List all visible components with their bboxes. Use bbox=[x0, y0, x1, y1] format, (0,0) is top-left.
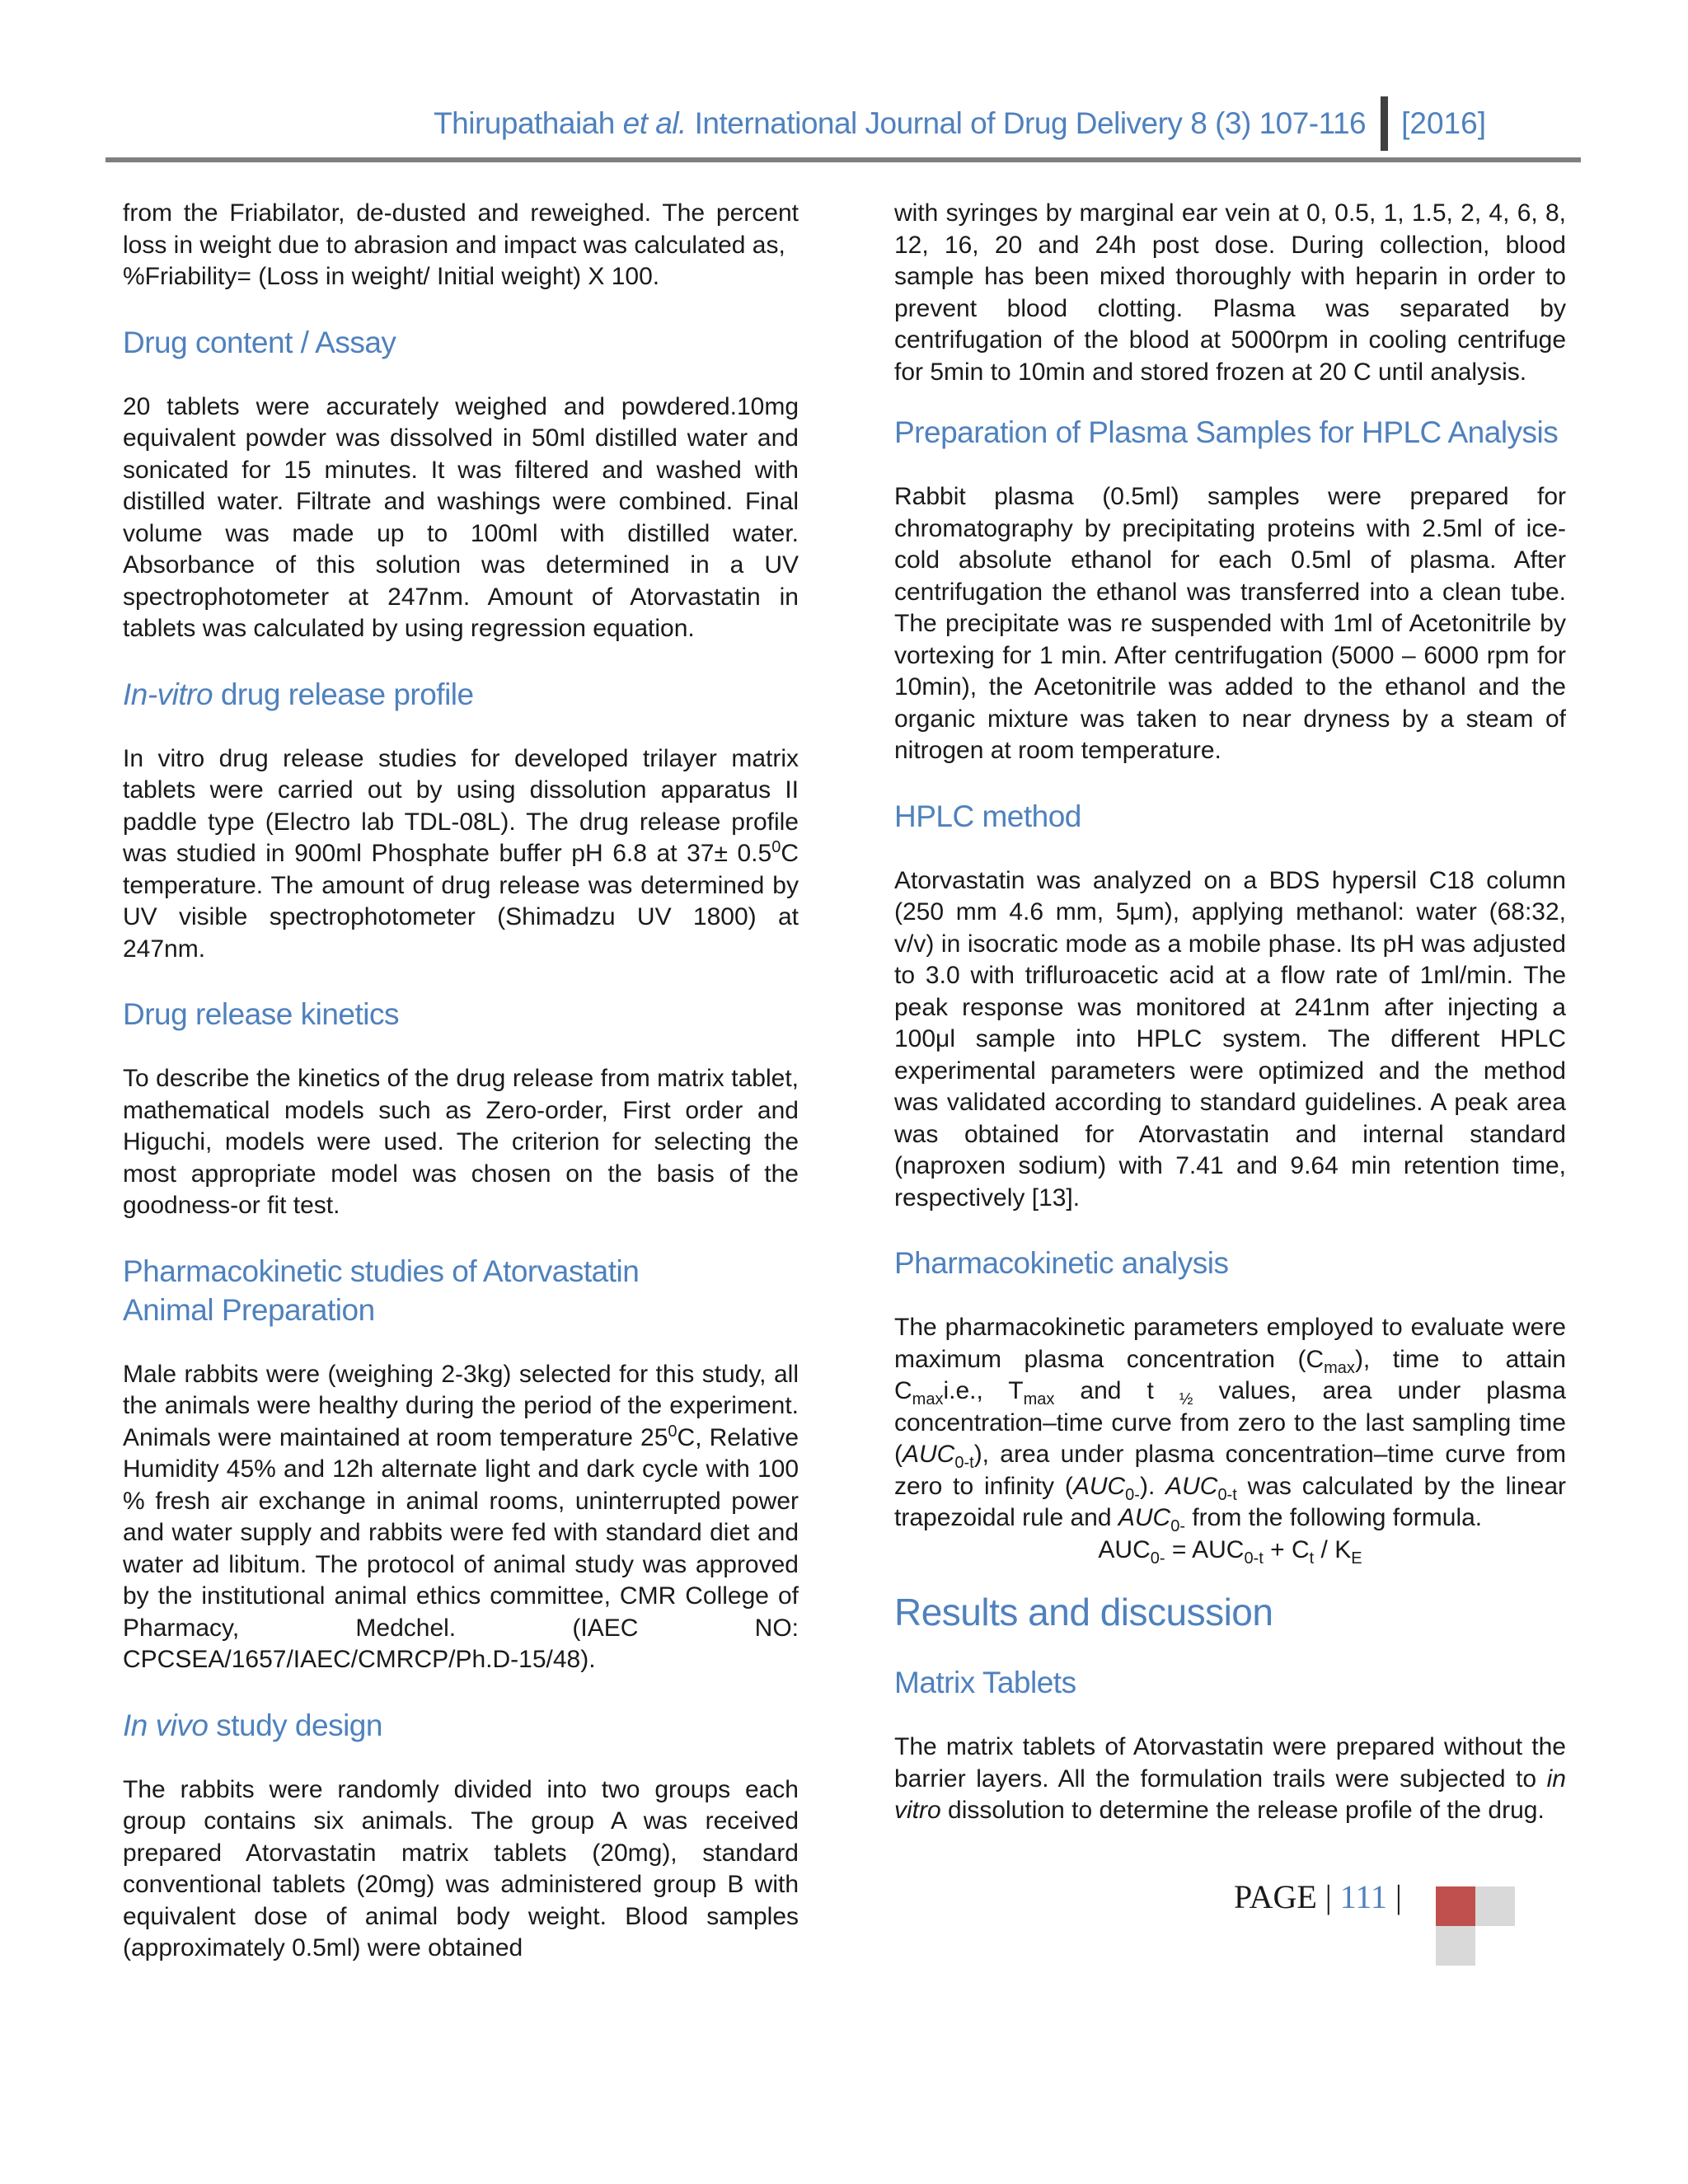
pka-t4: and t bbox=[1054, 1377, 1179, 1404]
heading-matrix-tablets: Matrix Tablets bbox=[894, 1666, 1076, 1699]
running-header bbox=[0, 99, 1486, 148]
pka-sub-half: ½ bbox=[1179, 1390, 1193, 1408]
header-rule bbox=[106, 157, 1581, 162]
heading-pk-line2: Animal Preparation bbox=[123, 1292, 375, 1327]
page-number bbox=[1234, 1877, 1402, 1916]
paragraph-matrix bbox=[894, 1732, 1566, 1827]
formula-div: / K bbox=[1314, 1535, 1352, 1563]
paragraph-invitro bbox=[123, 743, 799, 966]
heading-hplc: HPLC method bbox=[894, 799, 1081, 833]
matrix-text-b: dissolution to determine the release profile of the drug. bbox=[940, 1797, 1545, 1824]
pka-t3: i.e., T bbox=[943, 1377, 1024, 1404]
formula-sub-t: t bbox=[1309, 1549, 1315, 1568]
pka-sub-auc1: 0-t bbox=[954, 1454, 974, 1472]
matrix-italic: in vitro bbox=[894, 1765, 1566, 1824]
page-num: 111 bbox=[1339, 1878, 1387, 1915]
matrix-text-a: The matrix tablets of Atorvastatin were prepared without the barrier layers. All the formulation trails were subjected to bbox=[894, 1733, 1566, 1793]
friability-text: from the Friabilator, de-dusted and reweighed. The percent loss in weight due to abrasion and impact was calculated as, bbox=[123, 199, 799, 259]
pka-t6: ), area under plasma concentration–time curve from zero to infinity ( bbox=[894, 1441, 1566, 1500]
left-column bbox=[123, 198, 799, 1965]
formula-lhs-sub: 0- bbox=[1150, 1549, 1165, 1568]
paragraph-plasma-prep: Rabbit plasma (0.5ml) samples were prepared for chromatography by precipitating proteins with 2.5ml of ice-cold absolute ethanol for each 0.5ml of plasma. After centrifugation the ethanol was transferred into a clean tube. The precipitate was re suspended with 1ml of Acetonitrile by vortexing for 1 min. After centrifugation (5000 – 6000 rpm for 10min), the Acetonitrile was added to the ethanol and the organic mixture was taken to near dryness by a steam of nitrogen at room temperature. bbox=[894, 483, 1566, 764]
heading-invitro bbox=[123, 675, 799, 714]
pka-auc2: AUC bbox=[1072, 1472, 1126, 1500]
paragraph-kinetics: To describe the kinetics of the drug release from matrix tablet, mathematical models such as Zero-order, First order and Higuchi, models were used. The criterion for selecting the most appropriate model was chosen on the basis of the goodness-or fit test. bbox=[123, 1065, 799, 1219]
heading-invitro-rest: drug release profile bbox=[213, 677, 474, 711]
page-label: PAGE | bbox=[1234, 1878, 1340, 1915]
heading-drug-content: Drug content / Assay bbox=[123, 325, 396, 359]
pka-sub-max3: max bbox=[1023, 1390, 1055, 1408]
pka-t7: ). bbox=[1139, 1472, 1166, 1500]
animal-text-a: Male rabbits were (weighing 2-3kg) selected for this study, all the animals were healthy during the period of the experiment. Animals were maintained at room temperature 25 bbox=[123, 1360, 799, 1451]
decor-square-gray-bottom bbox=[1436, 1926, 1475, 1966]
pka-sub-auc3: 0-t bbox=[1217, 1485, 1237, 1504]
friability-formula: %Friability= (Loss in weight/ Initial weight) X 100. bbox=[123, 263, 660, 290]
header-etal: et al. bbox=[622, 106, 687, 140]
pka-auc1: AUC bbox=[903, 1441, 955, 1468]
formula-sub-e: E bbox=[1351, 1549, 1362, 1568]
pka-sub-auc4: 0- bbox=[1170, 1517, 1185, 1535]
invitro-text-a: In vitro drug release studies for developed trilayer matrix tablets were carried out by using dissolution apparatus II paddle type (Electro lab TDL-08L). The drug release profile was studied in 900ml Phosphate buffer pH 6.8 at 37± 0.5 bbox=[123, 744, 799, 867]
heading-invivo-italic: In vivo bbox=[123, 1708, 209, 1742]
pka-t5: values, area under plasma concentration–time curve from zero to the last sampling time ( bbox=[894, 1377, 1566, 1468]
header-author: Thirupathaiah bbox=[434, 106, 615, 140]
pka-auc4: AUC bbox=[1118, 1504, 1171, 1531]
paragraph-animal bbox=[123, 1359, 799, 1676]
pka-sub-max2: max bbox=[912, 1390, 944, 1408]
paragraph-sampling: with syringes by marginal ear vein at 0, 0.5, 1, 1.5, 2, 4, 6, 8, 12, 16, 20 and 24h post dose. During collection, blood sample has been mixed thoroughly with heparin in order to prevent blood clotting. Plasma was separated by centrifugation of the blood at 5000rpm in cooling centrifuge for 5min to 10min and stored frozen at 20 C until analysis. bbox=[894, 199, 1566, 386]
heading-pk-analysis: Pharmacokinetic analysis bbox=[894, 1246, 1229, 1280]
pka-t9: from the following formula. bbox=[1185, 1504, 1483, 1531]
journal-citation bbox=[434, 106, 1366, 141]
paragraph-invivo: The rabbits were randomly divided into two groups each group contains six animals. The group A was received prepared Atorvastatin matrix tablets (20mg), standard conventional tablets (20mg) was administered group B with equivalent dose of animal body weight. Blood samples (approximately 0.5ml) were obtained bbox=[123, 1775, 799, 1961]
decor-square-gray-right bbox=[1475, 1886, 1515, 1926]
decor-square-red bbox=[1436, 1886, 1475, 1926]
heading-kinetics: Drug release kinetics bbox=[123, 997, 399, 1031]
heading-results: Results and discussion bbox=[894, 1591, 1273, 1633]
heading-invivo bbox=[123, 1706, 799, 1745]
formula-lhs: AUC bbox=[1098, 1535, 1151, 1563]
heading-invitro-italic: In-vitro bbox=[123, 677, 213, 711]
header-journal: International Journal of Drug Delivery 8 (3) 107-116 bbox=[694, 106, 1367, 140]
paragraph-hplc: Atorvastatin was analyzed on a BDS hypersil C18 column (250 mm 4.6 mm, 5μm), applying methanol: water (68:32, v/v) in isocratic mode as a mobile phase. Its pH was adjusted to 3.0 with trifluroacetic acid at a flow rate of 1ml/min. The peak response was monitored at 241nm after injecting a 100μl sample into HPLC system. The different HPLC experimental parameters were optimized and the method was validated according to standard guidelines. A peak area was obtained for Atorvastatin and internal standard (naproxen sodium) with 7.41 and 9.64 min retention time, respectively [13]. bbox=[894, 866, 1566, 1212]
header-year: [2016] bbox=[1401, 106, 1486, 140]
header-divider bbox=[1381, 96, 1388, 151]
heading-pk-studies bbox=[123, 1252, 799, 1329]
paragraph-assay: 20 tablets were accurately weighed and powdered.10mg equivalent powder was dissolved in 50ml distilled water and sonicated for 15 minutes. It was filtered and washed with distilled water. Filtrate and washings were combined. Final volume was made up to 100ml with distilled water. Absorbance of this solution was determined in a UV spectrophotometer at 247nm. Amount of Atorvastatin in tablets was calculated by using regression equation. bbox=[123, 392, 799, 642]
right-column bbox=[894, 198, 1566, 1827]
pka-auc3: AUC bbox=[1165, 1472, 1218, 1500]
pka-t1: The pharmacokinetic parameters employed to evaluate were maximum plasma concentration (C bbox=[894, 1314, 1566, 1373]
paragraph-pk-analysis bbox=[894, 1312, 1566, 1535]
page-tail: | bbox=[1386, 1878, 1402, 1915]
animal-text-b: C, Relative Humidity 45% and 12h alternate light and dark cycle with 100 % fresh air exchange in animal rooms, uninterrupted power and water supply and rabbits were fed with standard diet and water ad libitum. The protocol of animal study was approved by the institutional animal ethics committee, CMR College of Pharmacy, Medchel. (IAEC NO: CPCSEA/1657/IAEC/CMRCP/Ph.D-15/48). bbox=[123, 1423, 799, 1673]
pka-t2: ), time to attain C bbox=[894, 1345, 1566, 1404]
formula-eq: = AUC bbox=[1165, 1535, 1245, 1563]
animal-degree: 0 bbox=[668, 1422, 678, 1441]
paragraph-friability bbox=[123, 198, 799, 293]
invitro-degree: 0 bbox=[771, 838, 781, 856]
heading-pk-line1: Pharmacokinetic studies of Atorvastatin bbox=[123, 1254, 640, 1288]
pka-sub-auc2: 0- bbox=[1125, 1485, 1140, 1504]
pka-sub-max1: max bbox=[1324, 1358, 1355, 1377]
heading-invivo-rest: study design bbox=[208, 1708, 382, 1742]
invitro-text-b: C temperature. The amount of drug release was determined by UV visible spectrophotometer (Shimadzu UV 1800) at 247nm. bbox=[123, 840, 799, 963]
formula-sub-0t: 0-t bbox=[1244, 1549, 1264, 1568]
heading-plasma-prep: Preparation of Plasma Samples for HPLC Analysis bbox=[894, 415, 1559, 449]
formula-plus: + C bbox=[1263, 1535, 1310, 1563]
auc-formula bbox=[894, 1535, 1566, 1567]
pka-t8: was calculated by the linear trapezoidal rule and bbox=[894, 1472, 1566, 1531]
